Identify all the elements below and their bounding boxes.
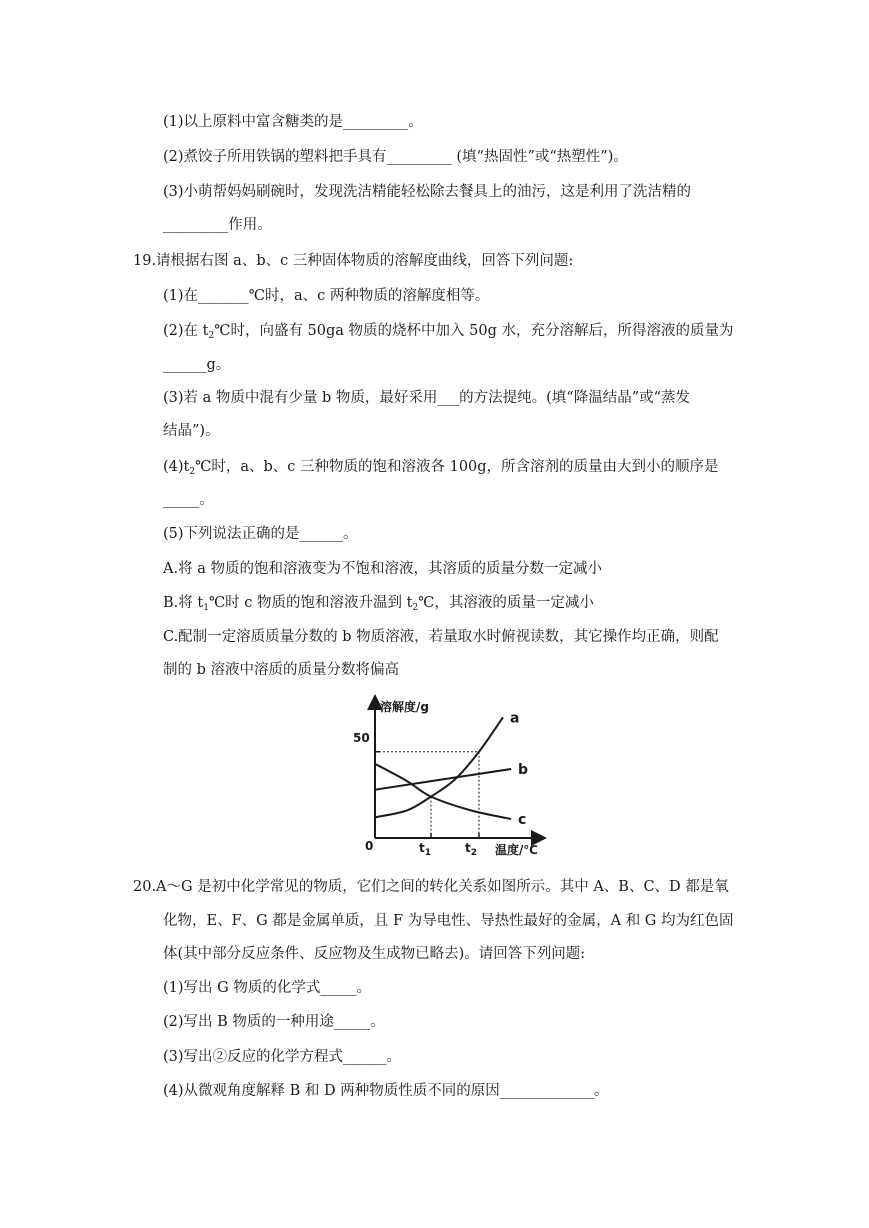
y-tick-label-50: 50 [353,731,370,745]
q19-part1: (1)在_______℃时，a、c 两种物质的溶解度相等。 [163,288,490,304]
curve-b [375,769,511,790]
q20-part2: (2)写出 B 物质的一种用途_____。 [163,1014,385,1030]
x-tick-label-t2 [465,841,477,858]
q20-stem-line1: 20.A～G 是初中化学常见的物质，它们之间的转化关系如图所示。其中 A、B、C、D 都是氧 [133,879,729,895]
q19-option-b [163,593,594,618]
t1-letter: t [419,841,425,855]
q19-optb-sub2: 2 [412,603,419,613]
q19-option-c-line1: C.配制一定溶质质量分数的 b 物质溶液，若量取水时俯视读数，其它操作均正确，则配 [163,629,719,645]
x-axis-label: 温度/℃ [495,843,538,857]
q18-part3-line1: (3)小萌帮妈妈刷碗时，发现洗洁精能轻松除去餐具上的油污，这是利用了洗洁精的 [163,184,692,200]
q18-part1: (1)以上原料中富含糖类的是_________。 [163,114,423,130]
q19-part4-line2: _____。 [163,492,214,508]
t2-letter: t [465,841,471,855]
curve-label-c: c [518,812,527,829]
q20-stem-line2: 化物，E、F、G 都是金属单质，且 F 为导电性、导热性最好的金属，A 和 G 均为红色固 [163,913,734,929]
q19-part2-post: ℃时，向盛有 50ga 物质的烧杯中加入 50g 水，充分溶解后，所得溶液的质量为 [214,323,734,339]
curve-a [375,717,503,817]
q19-part4-post: ℃时，a、b、c 三种物质的饱和溶液各 100g，所含溶剂的质量由大到小的顺序是 [195,459,719,475]
q19-stem: 19.请根据右图 a、b、c 三种固体物质的溶解度曲线，回答下列问题: [133,253,574,269]
q19-part2-pre: (2)在 t [163,323,209,339]
q19-part3-line1: (3)若 a 物质中混有少量 b 物质，最好采用___的方法提纯。(填“降温结晶”或“蒸发 [163,390,691,406]
q20-part3: (3)写出②反应的化学方程式______。 [163,1049,402,1065]
q18-part2: (2)煮饺子所用铁锅的塑料把手具有_________ (填“热固性”或“热塑性”)。 [163,149,628,165]
t1-sub: 1 [424,848,432,858]
q19-part2-line2: ______g。 [163,357,231,373]
q18-part3-line2: _________作用。 [163,217,272,233]
origin-label: 0 [365,839,374,853]
q19-option-c-line2: 制的 b 溶液中溶质的质量分数将偏高 [163,662,399,678]
q19-optb-sub1: 1 [203,603,209,613]
q20-part1: (1)写出 G 物质的化学式_____。 [163,980,372,996]
q19-part4-line1 [163,457,719,482]
q19-part3-line2: 结晶”)。 [163,423,220,439]
y-axis-label: 溶解度/g [380,700,429,714]
curve-label-a: a [510,710,520,727]
q20-stem-line3: 体(其中部分反应条件、反应物及生成物已略去)。请回答下列问题: [163,946,586,962]
q19-optb-post: ℃，其溶液的质量一定减小 [418,595,594,611]
q19-option-a: A.将 a 物质的饱和溶液变为不饱和溶液，其溶质的质量分数一定减小 [163,561,602,577]
q19-part2-line1 [163,321,733,346]
q19-part2-sub: 2 [208,331,215,341]
q19-part5: (5)下列说法正确的是______。 [163,526,358,542]
q19-part4-sub: 2 [189,467,196,477]
q19-optb-pre: B.将 t [163,595,204,611]
curve-label-b: b [518,762,529,778]
q19-optb-mid: ℃时 c 物质的饱和溶液升温到 t [208,595,413,611]
solubility-chart [345,690,550,860]
t2-sub: 2 [470,848,478,858]
q20-part4: (4)从微观角度解释 B 和 D 两种物质性质不同的原因_____________。 [163,1083,609,1099]
x-tick-label-t1 [419,841,431,858]
q19-part4-pre: (4)t [163,459,190,475]
solubility-curves [375,710,528,828]
